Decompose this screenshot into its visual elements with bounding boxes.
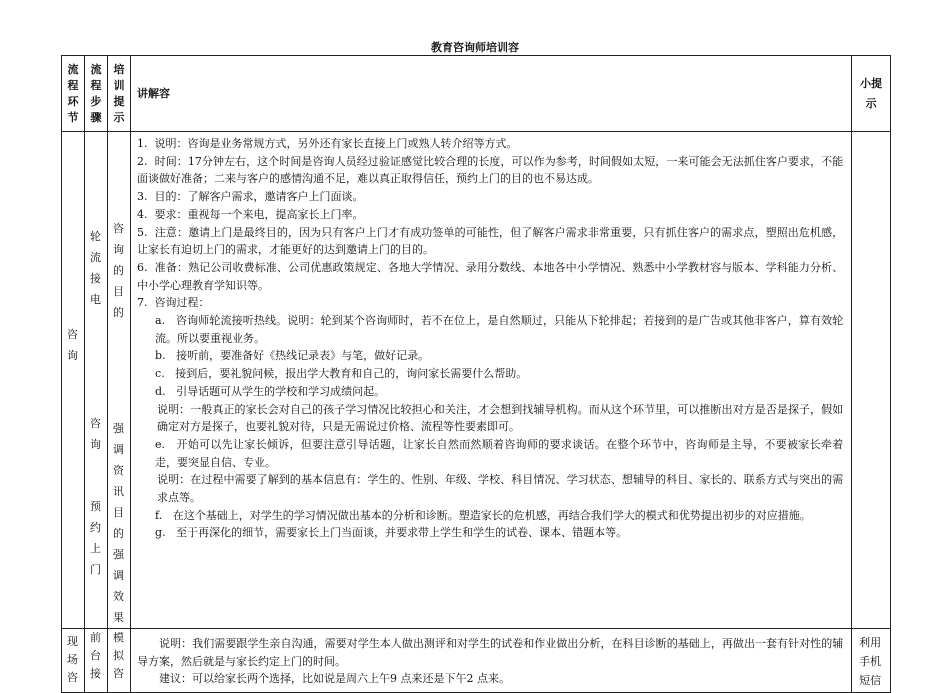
header-stage-label: 流程环节	[67, 62, 79, 124]
onsite-purpose-cell	[108, 629, 131, 693]
purpose-cell	[108, 132, 131, 629]
tip-cell	[852, 132, 891, 629]
onsite-stage-cell	[62, 629, 85, 693]
content-item: 5. 注意：邀请上门是最终目的，因为只有客户上门才有成功签单的可能性，但了解客户需求非常重要，只有抓住客户的需求点，塑照出危机感，让家长有迫切上门的需求，才能更好的达到邀请上门的目的。	[137, 225, 844, 257]
step-label-c: 预约上门	[90, 500, 102, 576]
onsite-purpose-label: 模拟咨	[113, 631, 125, 680]
content-item: 1. 说明：咨询是业务常规方式，另外还有家长直接上门或熟人转介绍等方式。	[137, 137, 518, 150]
onsite-step-label: 前台接	[90, 631, 102, 680]
process-item: g. 至于再深化的细节，需要家长上门当面谈，并要求带上学生和学生的试卷、课本、错题本等。	[155, 526, 628, 540]
training-table	[61, 55, 891, 693]
onsite-content-cell	[131, 629, 852, 693]
content-item: 6. 准备：熟记公司收费标准、公司优惠政策规定、各地大学情况、录用分数线、本地各中小学情况、熟悉中小学教材容与版本、学科能力分析、中小学心理教育学知识等。	[137, 260, 844, 292]
onsite-content-item: 建议：可以给家长两个选择，比如说是周六上午9 点来还是下午2 点来。	[159, 672, 511, 686]
content-item: 2. 时间：17分钟左右，这个时间是咨询人员经过验证感觉比较合理的长度，可以作为参考，时间假如太短，一来可能会无法抓住客户要求，不能面谈做好准备；二来与客户的感情沟通不足，难以真正取得信任，预约上门的目的也不易达成。	[137, 154, 844, 186]
process-item: a. 咨询师轮流接听热线。说明：轮到某个咨询师时，若不在位上，是自然顺过，只能从下轮排起；若接到的是广告或其他非客户，算有效轮流。所以要重视业务。	[155, 314, 844, 345]
content-item: 4. 要求：重视每一个来电，提高家长上门率。	[137, 207, 364, 221]
header-step-label: 流程步骤	[90, 62, 102, 124]
content-item: 7. 咨询过程：	[137, 296, 210, 310]
step-label-a: 轮流接电	[90, 230, 102, 306]
content-item: 3. 目的：了解客户需求，邀请客户上门面谈。	[137, 190, 364, 204]
step-cell	[85, 132, 108, 629]
process-note: 说明：在过程中需要了解到的基本信息有：学生的、性别、年级、学校、科目情况、学习状态、想辅导的科目、家长的、联系方式与突出的需求点等。	[157, 473, 844, 505]
onsite-content-item: 说明：我们需要跟学生亲自沟通，需要对学生本人做出测评和对学生的试卷和作业做出分析，在科目诊断的基础上，再做出一套有针对性的辅导方案，然后就是与家长约定上门的时间。	[137, 637, 844, 668]
onsite-step-cell	[85, 629, 108, 693]
header-tip-label: 小提示	[860, 76, 883, 110]
header-tip	[852, 56, 891, 132]
process-note: 说明：一般真正的家长会对自己的孩子学习情况比较担心和关注，才会想到找辅导机构。而从这个环节里，可以推断出对方是否是探子，假如确定对方是探子，也要礼貌对待，只是无需说过价格、流程等性要素即可。	[157, 402, 844, 434]
step-label-b: 咨询	[90, 417, 102, 451]
header-row	[62, 56, 891, 132]
process-item: e. 开始可以先让家长倾诉，但要注意引导话题，让家长自然而然顺着咨询师的要求谈话。在整个环节中，咨询师是主导，不要被家长牵着走，要突显自信、专业。	[155, 437, 844, 469]
purpose-label-b: 强调资讯目的强调效果	[113, 422, 125, 624]
header-stage	[62, 56, 85, 132]
stage-cell	[62, 132, 85, 629]
process-item: c. 接到后，要礼貌问候，报出学大教育和自己的，询问家长需要什么帮助。	[155, 367, 528, 381]
onsite-tip-cell	[852, 629, 891, 693]
header-hint	[108, 56, 131, 132]
process-item: d. 引导话题可从学生的学校和学习成绩问起。	[155, 384, 386, 398]
stage-label: 咨询	[67, 328, 78, 362]
process-item: f. 在这个基础上，对学生的学习情况做出基本的分析和诊断。塑造家长的危机感，再结合我们学大的模式和优势提出初步的对应措施。	[155, 508, 811, 522]
onsite-tip-label: 利用手机短信	[859, 636, 882, 687]
purpose-label-a: 咨询的目的	[113, 222, 125, 319]
header-step	[85, 56, 108, 132]
header-content	[131, 56, 852, 132]
consult-row	[62, 132, 891, 629]
onsite-row	[62, 629, 891, 693]
process-item: b. 接听前，要准备好《热线记录表》与笔，做好记录。	[155, 349, 430, 363]
header-content-label: 讲解容	[137, 86, 171, 100]
header-hint-label: 培训提示	[113, 62, 125, 124]
content-cell	[131, 132, 852, 629]
onsite-stage-label: 现场咨	[67, 635, 78, 684]
document-title: 教育咨询师培训容	[431, 41, 519, 54]
